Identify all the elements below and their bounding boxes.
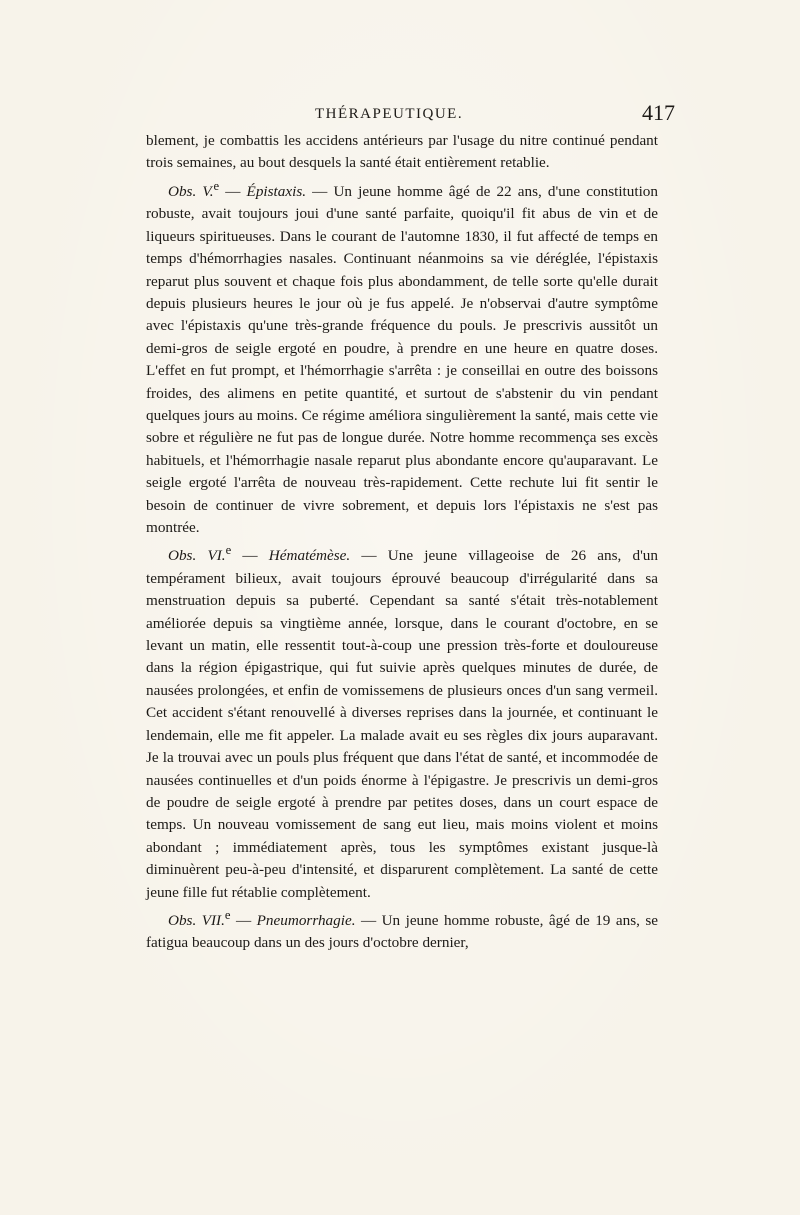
paragraph-text: — Un jeune homme robuste, âgé de 19 ans, se fatigua beaucoup dans un des jours d'octobre dernier,: [146, 912, 658, 952]
running-head: [155, 100, 675, 128]
observation-label: Obs. VI.: [168, 547, 226, 565]
case-title: Hématémèse.: [268, 547, 351, 565]
observation-label-superscript: e: [225, 543, 232, 558]
case-title: Pneumorrhagie.: [256, 912, 356, 929]
body-text: [146, 130, 658, 955]
observation-label: Obs. V.: [168, 182, 214, 200]
paragraph-obs-v: [146, 175, 658, 540]
paragraph-continuation: [146, 130, 658, 175]
paragraph-text: blement, je combattis les accidens antérieurs par l'usage du nitre continué pendant trois semaines, au bout desquels la santé était entièrement retablie.: [146, 132, 658, 172]
paragraph-text: — Un jeune homme âgé de 22 ans, d'une constitution robuste, avait toujours joui d'une santé parfaite, quoiqu'il fit abus de vin et de liqueurs spiritueuses. Dans le courant de l'automne 1830, il fut affecté de temps en temps d'hémorrhagies nasales. Continuant néanmoins sa vie déréglée, l'épistaxis reparut plus souvent et chaque fois plus abondamment, de telle sorte qu'elle durait depuis plusieurs heures le jour où je fus appelé. Je n'observai d'autre symptôme avec l'épistaxis qu'une très-grande fréquence du pouls. Je prescrivis aussitôt un demi-gros de seigle ergoté en poudre, à prendre en une heure en quatre doses. L'effet en fut prompt, et l'hémorrhagie s'arrêta : je conseillai en outre des boissons froides, des alimens en petite quantité, et surtout de s'abstenir du vin pendant quelques jours au moins. Ce régime améliora singulièrement la santé, mais cette vie sobre et régulière ne fut pas de longue durée. Notre homme recommença ses excès habituels, et l'hémorrhagie nasale reparut plus abondante encore qu'auparavant. Le seigle ergoté l'arrêta de nouveau très-rapidement. Cette rechute lui fit sentir le besoin de continuer de vivre sobrement, et depuis lors l'épistaxis ne s'est pas montrée.: [146, 182, 658, 536]
running-title: THÉRAPEUTIQUE.: [315, 106, 464, 122]
case-title: Épistaxis.: [246, 182, 307, 200]
observation-dash: —: [230, 912, 257, 929]
observation-dash: —: [231, 547, 269, 565]
paragraph-obs-vii: [146, 904, 658, 955]
paragraph-text: — Une jeune villageoise de 26 ans, d'un tempérament bilieux, avait toujours éprouvé beaucoup d'irrégularité dans sa menstruation depuis sa puberté. Cependant sa santé s'était très-notablement améliorée depuis sa vingtième année, lorsque, dans le courant d'octobre, en se levant un matin, elle ressentit tout-à-coup une pression très-forte et douloureuse dans la région épigastrique, qui fut suivie après quelques minutes de durée, de nausées prolongées, et enfin de vomissemens de plusieurs onces d'un sang vermeil. Cet accident s'étant renouvellé à diverses reprises dans la journée, et continuant le lendemain, elle me fit appeler. La malade avait eu ses règles dix jours auparavant. Je la trouvai avec un pouls plus fréquent que dans l'état de santé, et incommodée de nausées continuelles et d'un poids énorme à l'épigastre. Je prescrivis un demi-gros de poudre de seigle ergoté à prendre par petites doses, dans un court espace de temps. Un nouveau vomissement de sang eut lieu, mais moins violent et moins abondant ; immédiatement après, tous les symptômes existant jusque-là diminuèrent peu-à-peu d'intensité, et disparurent complètement. La santé de cette jeune fille fut rétablie complètement.: [146, 547, 658, 901]
observation-label-superscript: e: [224, 907, 231, 922]
page-number: 417: [642, 100, 675, 125]
observation-label-superscript: e: [213, 178, 220, 193]
observation-dash: —: [219, 182, 247, 200]
paragraph-obs-vi: [146, 539, 658, 904]
observation-label: Obs. VII.: [168, 912, 225, 929]
